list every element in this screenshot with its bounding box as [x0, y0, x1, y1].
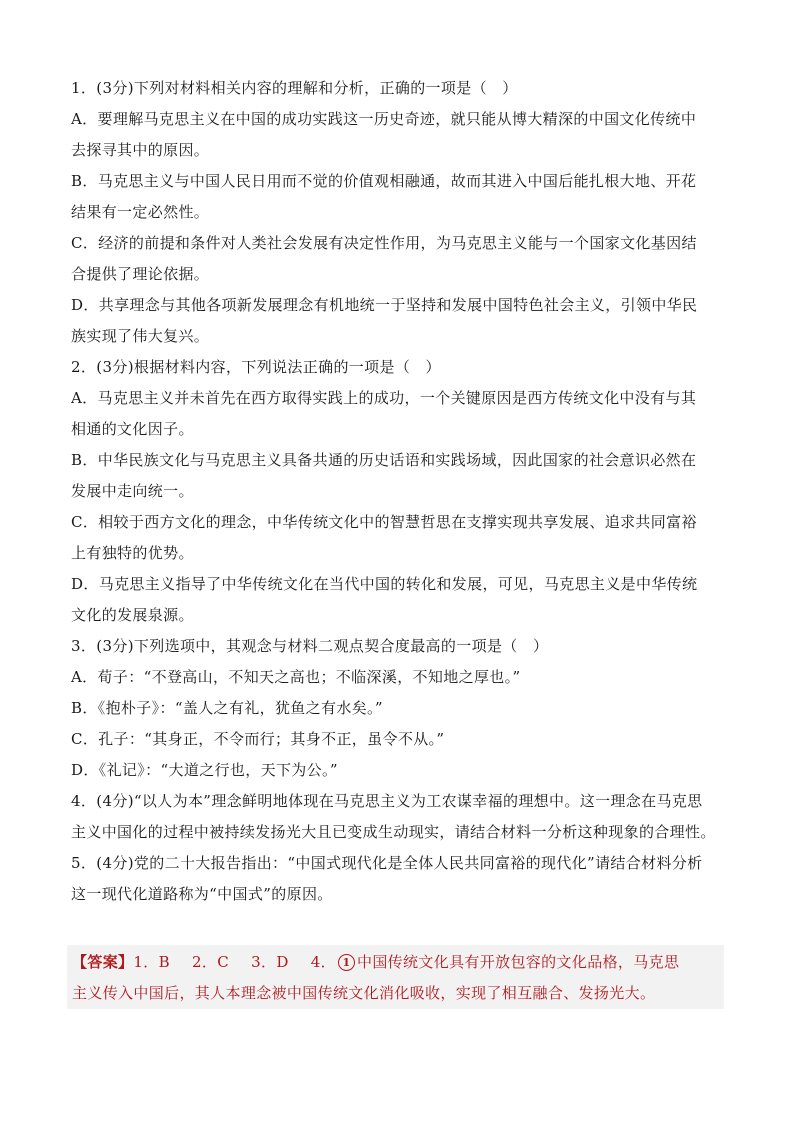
question-1-option-b-line-1: B．马克思主义与中国人民日用而不觉的价值观相融通，故而其进入中国后能扎根大地、开花 [71, 172, 697, 190]
question-5-line-2: 这一现代化道路称为“中国式”的原因。 [71, 885, 333, 903]
answer-box [67, 945, 724, 1009]
question-2-option-b-line-2: 发展中走向统一。 [71, 482, 194, 500]
question-1-option-a-line-2: 去探寻其中的原因。 [71, 141, 210, 159]
question-2-option-c-line-1: C．相较于西方文化的理念，中华传统文化中的智慧哲思在支撑实现共享发展、追求共同富裕 [71, 513, 697, 531]
answer-line-1 [67, 947, 724, 978]
question-4-line-2: 主义中国化的过程中被持续发扬光大且已变成生动现实，请结合材料一分析这种现象的合理性。 [71, 823, 716, 841]
circled-number-1: 1 [338, 954, 355, 971]
question-5-line-1: 5．(4分)党的二十大报告指出：“中国式现代化是全体人民共同富裕的现代化”请结合材料分析 [71, 854, 703, 872]
question-3-option-a: A．荀子：“不登高山，不知天之高也；不临深溪，不知地之厚也。” [71, 668, 521, 686]
answer-3: 3．D [251, 953, 289, 971]
question-3-option-c: C．孔子：“其身正，不令而行；其身不正，虽令不从。” [71, 730, 445, 748]
question-2-stem: 2．(3分)根据材料内容，下列说法正确的一项是（ ） [71, 358, 441, 376]
question-2-option-c-line-2: 上有独特的优势。 [71, 544, 194, 562]
question-3-option-b: B．《抱朴子》：“盖人之有礼，犹鱼之有水矣。” [71, 699, 383, 717]
answer-line-2: 主义传入中国后，其人本理念被中国传统文化消化吸收，实现了相互融合、发扬光大。 [72, 984, 656, 1002]
question-1-option-b-line-2: 结果有一定必然性。 [71, 203, 210, 221]
question-3-option-d: D．《礼记》：“大道之行也，天下为公。” [71, 761, 338, 779]
question-1-option-a-line-1: A．要理解马克思主义在中国的成功实践这一历史奇迹，就只能从博大精深的中国文化传统中 [71, 110, 697, 128]
answer-4-text: 中国传统文化具有开放包容的文化品格，马克思 [356, 953, 680, 971]
question-1-stem: 1．(3分)下列对材料相关内容的理解和分析，正确的一项是（ ） [71, 79, 518, 97]
question-1-option-d-line-1: D．共享理念与其他各项新发展理念有机地统一于坚持和发展中国特色社会主义，引领中华民 [71, 296, 698, 314]
question-2-option-a-line-1: A．马克思主义并未首先在西方取得实践上的成功，一个关键原因是西方传统文化中没有与其 [71, 389, 697, 407]
question-2-option-d-line-2: 文化的发展泉源。 [71, 606, 194, 624]
question-2-option-a-line-2: 相通的文化因子。 [71, 420, 194, 438]
answer-4-prefix: 4． [310, 953, 336, 971]
question-1-option-d-line-2: 族实现了伟大复兴。 [71, 327, 210, 345]
answer-tag: 【答案】 [72, 953, 134, 971]
question-2-option-d-line-1: D．马克思主义指导了中华传统文化在当代中国的转化和发展，可见，马克思主义是中华传统 [71, 575, 698, 593]
question-2-option-b-line-1: B．中华民族文化与马克思主义具备共通的历史话语和实践场域，因此国家的社会意识必然在 [71, 451, 697, 469]
question-1-option-c-line-2: 合提供了理论依据。 [71, 265, 210, 283]
question-1-option-c-line-1: C．经济的前提和条件对人类社会发展有决定性作用，为马克思主义能与一个国家文化基因结 [71, 234, 697, 252]
question-3-stem: 3．(3分)下列选项中，其观念与材料二观点契合度最高的一项是（ ） [71, 637, 549, 655]
answer-2: 2．C [192, 953, 230, 971]
question-list [71, 73, 731, 910]
question-4-line-1: 4．(4分)“以人为本”理念鲜明地体现在马克思主义为工农谋幸福的理想中。这一理念在马克思 [71, 792, 703, 810]
answer-1: 1．B [133, 953, 171, 971]
